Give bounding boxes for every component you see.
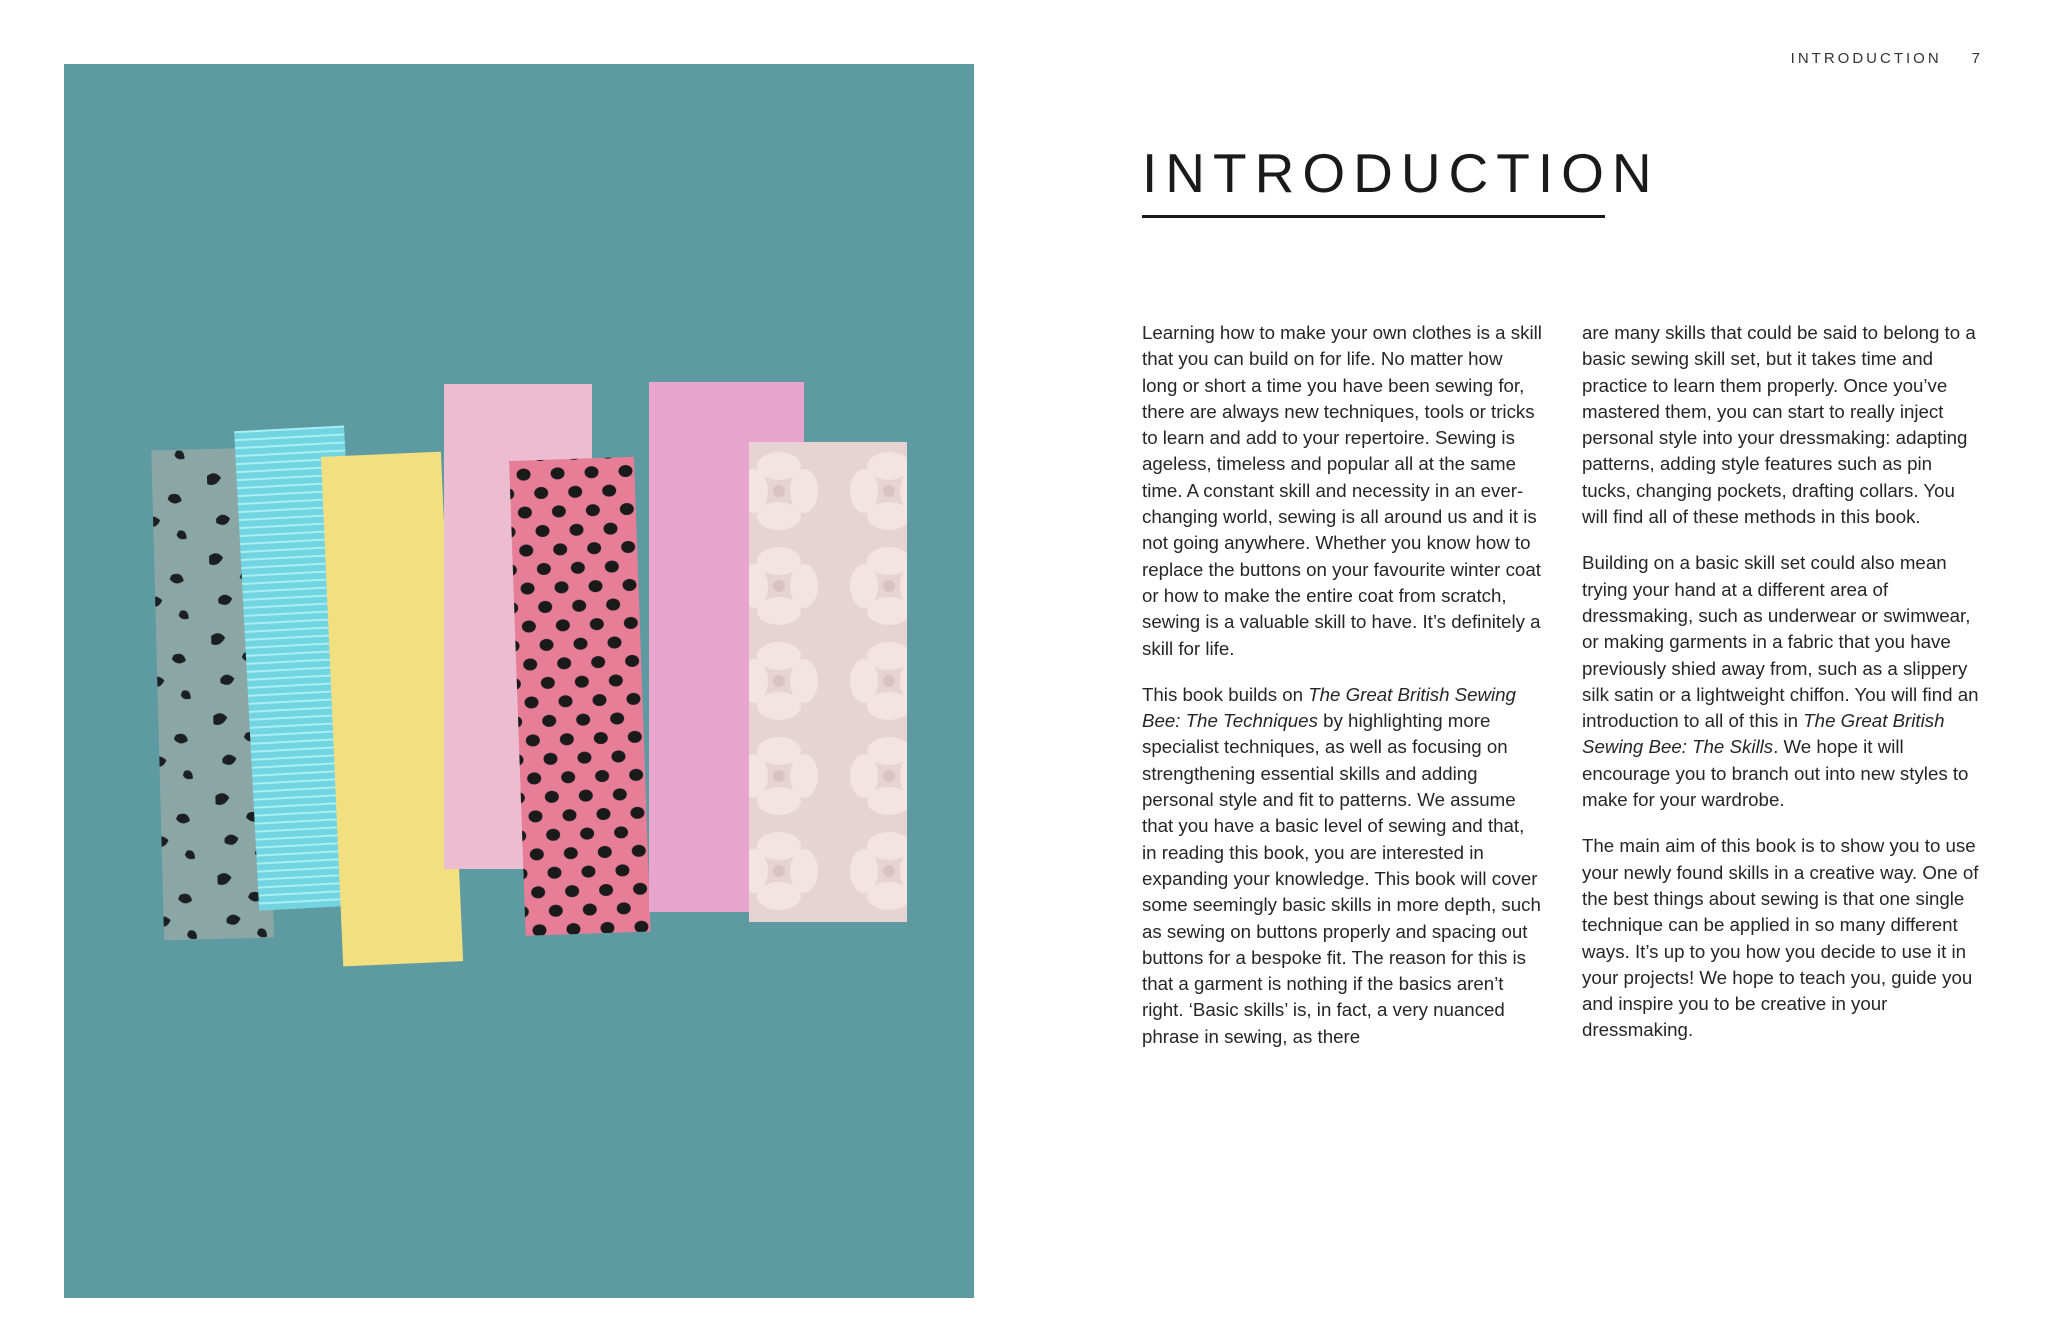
fabric-swatches-photo xyxy=(64,64,974,1298)
page-number: 7 xyxy=(1971,50,1980,67)
white-lace-swatch xyxy=(749,442,907,922)
body-column-2 xyxy=(1582,320,1982,1064)
paragraph: Learning how to make your own clothes is a skill that you can build on for life. No matter how long or short a time you have been sewing for, there are always new techniques, tools or tricks to learn and add to your repertoire. Sewing is ageless, timeless and popular all at the same time. A constant skill and necessity in an ever-changing world, sewing is all around us and it is not going anywhere. Whether you know how to replace the buttons on your favourite winter coat or how to make the entire coat from scratch, sewing is a valuable skill to have. It’s definitely a skill for life. xyxy=(1142,322,1542,659)
body-column-1 xyxy=(1142,320,1542,1070)
yellow-swatch xyxy=(321,452,463,967)
paragraph: The main aim of this book is to show you to use your newly found skills in a creative way. One of the best things about sewing is that one single technique can be applied in so many different ways. It’s up to you how you decide to use it in your projects! We hope to teach you, guide you and inspire you to be creative in your dressmaking. xyxy=(1582,835,1979,1041)
page-title: INTRODUCTION xyxy=(1142,142,1660,204)
running-head xyxy=(1700,50,1980,67)
pink-polka-dot-swatch xyxy=(509,457,651,936)
paragraph: are many skills that could be said to belong to a basic sewing skill set, but it takes time and practice to learn them properly. Once you’ve mastered them, you can start to really inject personal style into your dressmaking: adapting patterns, adding style features such as pin tucks, changing pockets, drafting collars. You will find all of these methods in this book. xyxy=(1582,322,1976,528)
paragraph: Building on a basic skill set could also mean trying your hand at a different area of dressmaking, such as underwear or swimwear, or making garments in a fabric that you have previously shied away from, such as a slippery silk satin or a lightweight chiffon. You will find an introduction to all of this in The Great British Sewing Bee: The Skills. We hope it will encourage you to branch out into new styles to make for your wardrobe. xyxy=(1582,552,1979,811)
title-underline xyxy=(1142,215,1605,218)
paragraph: This book builds on The Great British Sewing Bee: The Techniques by highlighting more specialist techniques, as well as focusing on strengthening essential skills and adding personal style and fit to patterns. We assume that you have a basic level of sewing and that, in reading this book, you are interested in expanding your knowledge. This book will cover some seemingly basic skills in more depth, such as sewing on buttons properly and spacing out buttons for a bespoke fit. The reason for this is that a garment is nothing if the basics aren’t right. ‘Basic skills’ is, in fact, a very nuanced phrase in sewing, as there xyxy=(1142,683,1541,1047)
running-head-section: INTRODUCTION xyxy=(1790,50,1942,67)
book-title: The Great British Sewing Bee: The Techniques xyxy=(1142,683,1516,732)
book-title: The Great British Sewing Bee: The Skills xyxy=(1582,710,1945,758)
